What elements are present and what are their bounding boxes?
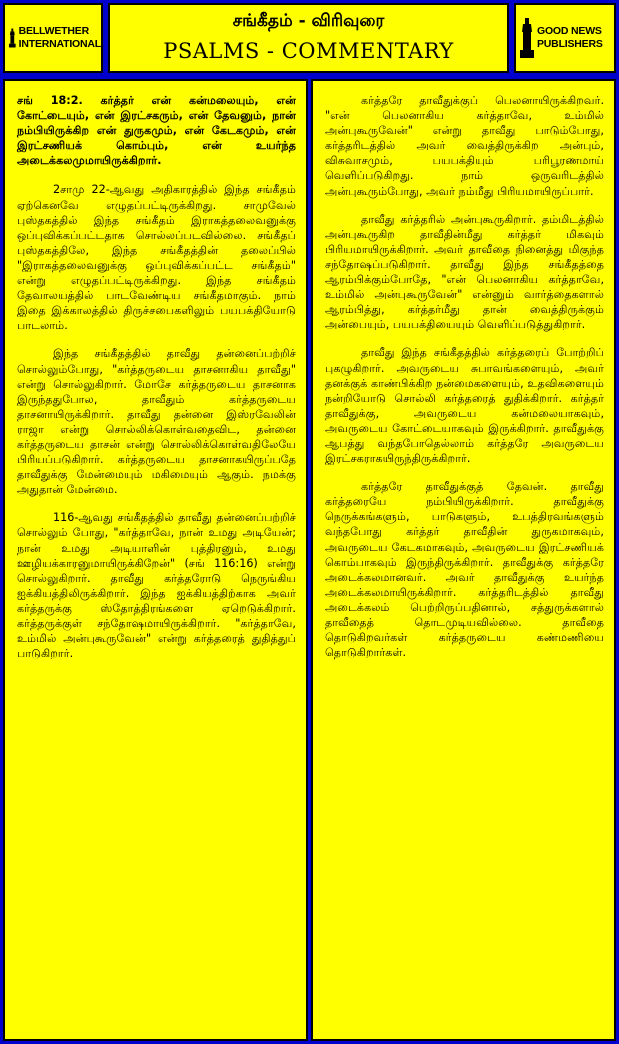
tower-icon xyxy=(9,18,16,58)
scripture-verse: சங் 18:2. கர்த்தர் என் கன்மலையும், என் கோட்டையும், என் இரட்சகரும், என் தேவனும், நான் நம்பியிருக்கிற என் துருகமும், என் கேடகமும், என் இரட்சணியக் கொம்பும், என் உயர்ந்த அடைக்கலமுமாயிருக்கிறார். xyxy=(17,94,296,168)
logo-line-1: GOOD NEWS xyxy=(537,25,602,37)
title-panel xyxy=(108,3,509,73)
commentary-paragraph: தாவீது கர்த்தரில் அன்புகூருகிறார். தம்மிடத்தில் அன்புகூருகிற தாவீதின்மீது கர்த்தர் மிகவும் பிரியமாயிருக்கிறார். அவர் தாவீதை நினைத்து மிகுந்த சந்தோஷப்படுகிறார். தாவீது இந்த சங்கீதத்தை ஆரம்பிக்கும்போதே, "என் பெலனாகிய கர்த்தாவே, உம்மில் அன்புகூருவேன்" என்னும் வார்த்தைகளால் ஆரம்பித்து, கர்த்தர்மீது தான் வைத்திருக்கும் அன்பையும், பயபக்தியையும் வெளிப்படுத்துகிறார். xyxy=(325,212,604,332)
logo-line-2: PUBLISHERS xyxy=(537,38,603,50)
left-column xyxy=(3,79,308,1041)
commentary-paragraph: கர்த்தரே தாவீதுக்குப் பெலனாயிருக்கிறவர். "என் பெலனாகிய கர்த்தாவே, உம்மில் அன்புகூருவேன்" என்று தாவீது பாடும்போது, கர்த்தரிடத்தில் அவர் வைத்திருக்கிற அன்பும், விசுவாசமும், பயபக்தியும் பரிபூரணமாய் வெளிப்படுகிறது. நாம் ஒருவரிடத்தில் அன்புகூரும்போது, அவர் நம்மீது பிரியமாயிருப்பார். xyxy=(325,94,604,198)
bellwether-logo xyxy=(3,3,103,73)
logo-line-1: BELLWETHER xyxy=(18,25,89,37)
commentary-paragraph: கர்த்தரே தாவீதுக்குத் தேவன். தாவீது கர்த்தரையே நம்பியிருக்கிறார். தாவீதுக்கு நெருக்கங்களும், பாடுகளும், உபத்திரவங்களும் வந்தபோது கர்த்தர் தாவீதின் துருகமாகவும், அவருடைய கேடகமாகவும், அவருடைய இரட்சணியக் கொம்பாகவும் இருந்திருக்கிறார். தாவீதுக்கு கர்த்தரே அடைக்கலமானவர். அவர் தாவீதுக்கு உயர்ந்த அடைக்கலமாயிருக்கிறார். கர்த்தரிடத்தில் தாவீது அடைக்கலம் பெற்றிருப்பதினால், சத்துருக்களால் தாவீதைத் தொடமுடியவில்லை. தாவீதை தொடுகிறவர்கள் கர்த்தருடைய கண்மணியை தொடுகிறார்கள். xyxy=(325,480,604,660)
good-news-logo xyxy=(514,3,616,73)
commentary-paragraph: இந்த சங்கீதத்தில் தாவீது தன்னைப்பற்றிச் சொல்லும்போது, "கர்த்தருடைய தாசனாகிய தாவீது" என்று சொல்லுகிறார். மோசே கர்த்தருடைய தாசனாக இருந்ததுபோல, தாவீதும் கர்த்தருடைய தாசனாயிருக்கிறார். தாவீது தன்னை இஸ்ரவேலின் ராஜா என்று சொல்லிக்கொள்வதைவிட, தன்னை கர்த்தருடைய தாசன் என்று சொல்லிக்கொள்வதிலேயே பிரியப்படுகிறார். கர்த்தருடைய தாசனாகயிருப்பதே தாவீதுக்கு மேன்மையும் மகிமையும் ஆகும். நமக்கு அதுதான் மேன்மை. xyxy=(17,347,296,497)
commentary-paragraph: 116-ஆவது சங்கீதத்தில் தாவீது தன்னைப்பற்றிச் சொல்லும் போது, "கர்த்தாவே, நான் உமது அடியேன்; நான் உமது அடியாளின் புத்திரனும், உமது ஊழியக்காரனுமாயிருக்கிறேன்" (சங் 116:16) என்று சொல்லுகிறார். தாவீது கர்த்தரோடு நெருங்கிய ஐக்கியத்திலிருக்கிறார். இந்த ஐக்கியத்திற்காக அவர் கர்த்தருக்கு ஸ்தோத்திரங்களை ஏறெடுக்கிறார். கர்த்தருக்குள் சந்தோஷமாயிருக்கிறார். "கர்த்தாவே, உம்மில் அன்புகூருவேன்" என்று கர்த்தரைத் துதித்துப் பாடுகிறார். xyxy=(17,511,296,661)
logo-line-2: INTERNATIONAL xyxy=(18,38,101,50)
title-tamil: சங்கீதம் - விரிவுரை xyxy=(232,11,385,31)
title-english: PSALMS - COMMENTARY xyxy=(163,39,454,63)
right-column xyxy=(311,79,616,1041)
commentary-paragraph: 2சாமு 22-ஆவது அதிகாரத்தில் இந்த சங்கீதம் ஏற்கெனவே எழுதப்பட்டிருக்கிறது. சாமுவேல் புஸ்தகத்தில் இந்த சங்கீதம் இராகத்தலைவனுக்கு ஒப்புவிக்கப்பட்டதாக சொல்லப்படவில்லை. சங்கீதப் புஸ்தகத்திலே, இந்த சங்கீதத்தின் தலைப்பில் "இராகத்தலைவனுக்கு ஒப்புவிக்கப்பட்ட சங்கீதம்" என்று எழுதப்பட்டிருக்கிறது. இந்த சங்கீதம் தேவாலயத்தில் பாடவேண்டிய சங்கீதமாகும். நாம் இதை இக்காலத்தில் திருச்சபைகளிலும் பயபக்தியோடு பாடலாம். xyxy=(17,183,296,333)
commentary-paragraph: தாவீது இந்த சங்கீதத்தில் கர்த்தரைப் போற்றிப் புகழுகிறார். அவருடைய சுபாவங்களையும், அவர் தனக்குக் காண்பிக்கிற நன்மைகளையும், உதவிகளையும் நன்றியோடு சொல்லி கர்த்தரைத் துதிக்கிறார். கர்த்தர் தாவீதுக்கு, அவருடைய கன்மலையாகவும், அவருடைய கோட்டையாகவும் இருக்கிறார். தாவீதுக்கு ஆபத்து வந்தபோதெல்லாம் கர்த்தரே அவருடைய இரட்சகராகயிருந்திருக்கிறார். xyxy=(325,346,604,466)
tower-icon xyxy=(520,18,534,58)
